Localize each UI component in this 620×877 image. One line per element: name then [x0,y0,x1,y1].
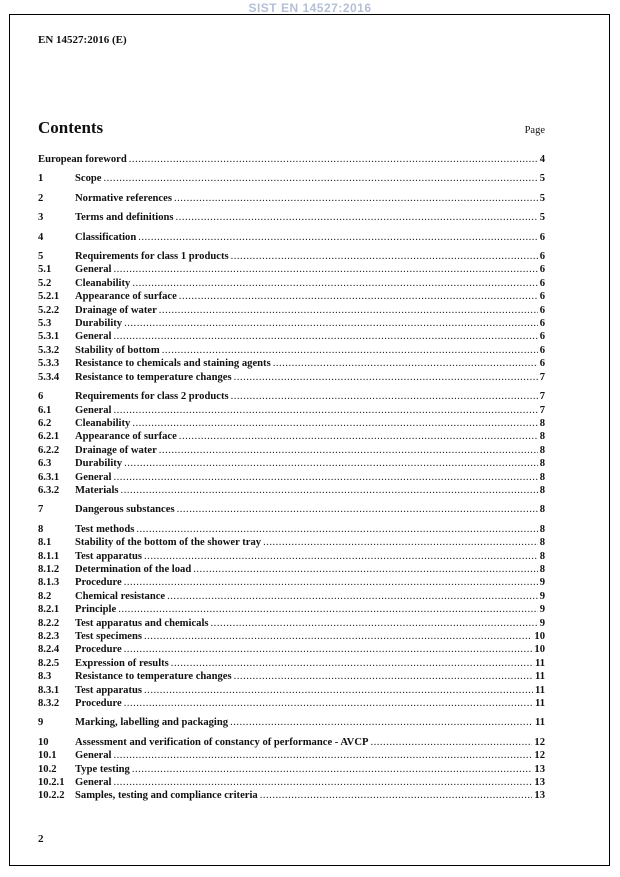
toc-dot-leader [260,789,533,802]
toc-entry-page: 8 [539,471,545,483]
toc-row [38,277,545,290]
toc-entry-number: 8.3 [38,671,52,683]
toc-row [38,444,545,457]
toc-entry-number: 5.1 [38,264,52,276]
toc-entry-number: 6.1 [38,404,52,416]
toc-entry-number: 8.2.1 [38,604,60,616]
toc-entry-title: Resistance to temperature changes [75,371,232,383]
toc-entry-page: 8 [539,431,545,443]
toc-dot-leader [273,357,538,370]
toc-dot-leader [113,263,537,276]
toc-entry-number: 10.2.1 [38,777,65,789]
toc-entry-page: 6 [539,331,545,343]
toc-entry-page: 11 [534,717,545,729]
toc-dot-leader [113,749,532,762]
toc-entry-title: General [75,471,112,483]
toc-entry-page: 11 [534,657,545,669]
toc-entry-title: Expression of results [75,657,169,669]
toc-dot-leader [177,503,538,516]
toc-entry-page: 13 [534,777,545,789]
toc-entry-page: 10 [534,631,545,642]
toc-row [38,590,545,603]
toc-dot-leader [113,471,537,484]
toc-entry-title: General [75,750,112,762]
toc-entry-number: 5.3.2 [38,344,60,356]
toc-entry-page: 7 [539,371,545,383]
toc-row [38,630,545,643]
toc-row [38,563,545,576]
toc-row [38,457,545,470]
toc-row [38,603,545,616]
toc-dot-leader [162,344,538,357]
toc-entry-title: Resistance to temperature changes [75,671,232,683]
toc-dot-leader [144,550,538,563]
toc-entry-number: 9 [38,717,44,729]
toc-row [38,670,545,683]
toc-entry-title: General [75,777,112,789]
toc-entry-page: 6 [539,231,545,243]
toc-row [38,304,545,317]
toc-dot-leader [211,617,538,630]
toc-entry-page: 6 [539,318,545,330]
toc-row [38,404,545,417]
toc-entry-number: 8.3.2 [38,698,60,710]
toc-row [38,657,545,670]
toc-entry-title: General [75,331,112,343]
toc-entry-number: 8.2.4 [38,644,60,656]
toc-dot-leader [132,763,533,776]
toc-row [38,153,545,166]
toc-entry-title: Stability of bottom [75,344,160,356]
toc-entry-page: 5 [539,212,545,224]
toc-entry-number: 8 [38,523,44,535]
toc-row [38,776,545,789]
toc-dot-leader [370,736,532,749]
toc-row [38,576,545,589]
toc-entry-number: 6.3 [38,458,52,470]
toc-dot-leader [159,304,538,317]
toc-entry-page: 5 [539,173,545,185]
toc-row [38,503,545,516]
toc-entry-number: 5.3.4 [38,371,60,383]
toc-entry-number: 6.2.2 [38,444,60,456]
toc-entry-number: 5.2.2 [38,304,60,316]
toc-entry-title: Dangerous substances [75,504,175,516]
toc-dot-leader [231,250,538,263]
toc-dot-leader [159,444,538,457]
toc-row [38,763,545,776]
toc-entry-number: 5.3 [38,318,52,330]
toc-entry-number: 6 [38,391,44,403]
toc-entry-title: Resistance to chemicals and staining agents [75,358,271,370]
toc-entry-title: Procedure [75,698,122,710]
toc-dot-leader [167,590,538,603]
toc-row [38,357,545,370]
toc-dot-leader [113,330,537,343]
toc-dot-leader [124,576,538,589]
toc-row [38,617,545,630]
toc-entry-title: General [75,264,112,276]
toc-dot-leader [176,211,538,224]
toc-entry-page: 9 [539,590,545,602]
toc-dot-leader [138,231,537,244]
toc-dot-leader [124,317,538,330]
toc-entry-number: 1 [38,173,44,185]
toc-entry-page: 9 [539,604,545,616]
toc-dot-leader [174,192,538,205]
toc-entry-title: Drainage of water [75,444,157,456]
toc-entry-page: 11 [534,671,545,683]
toc-entry-title: Test apparatus and chemicals [75,617,209,629]
toc-entry-title: Samples, testing and compliance criteria [75,790,258,802]
toc-entry-title: Requirements for class 2 products [75,391,229,403]
toc-entry-page: 6 [539,291,545,303]
toc-entry-page: 12 [534,750,545,762]
toc-entry-page: 8 [539,550,545,562]
toc-entry-number: 10.1 [38,750,57,762]
toc-row [38,344,545,357]
toc-row [38,749,545,762]
toc-entry-page: 4 [539,154,545,165]
toc-dot-leader [132,277,537,290]
page-column-label: Page [524,125,545,136]
toc-dot-leader [124,643,533,656]
toc-entry-page: 6 [539,277,545,289]
toc-row [38,471,545,484]
toc-entry-page: 8 [539,537,545,549]
toc-entry-number: 8.2.2 [38,617,60,629]
toc-dot-leader [124,697,533,710]
toc-entry-number: 8.1.2 [38,563,60,575]
toc-entry-number: 8.3.1 [38,684,60,696]
toc-dot-leader [234,670,533,683]
toc-dot-leader [263,536,538,549]
toc-entry-title: European foreword [38,154,127,165]
toc-entry-number: 4 [38,231,44,243]
toc-row [38,317,545,330]
contents-title: Contents [38,118,104,137]
toc-row [38,192,545,205]
toc-entry-page: 8 [539,444,545,456]
toc-entry-number: 8.1.1 [38,550,60,562]
toc-entry-title: Cleanability [75,277,131,289]
toc-entry-page: 5 [539,192,545,204]
toc-entry-page: 11 [534,684,545,696]
toc-entry-page: 9 [539,577,545,589]
toc-entry-page: 10 [534,644,545,656]
toc-entry-number: 5 [38,251,44,263]
toc-entry-title: Cleanability [75,417,131,429]
toc-entry-page: 8 [539,484,545,496]
toc-entry-page: 12 [534,736,545,748]
toc-entry-number: 6.2.1 [38,431,60,443]
toc-entry-number: 6.3.2 [38,484,60,496]
toc-entry-title: Principle [75,604,117,616]
toc-entry-page: 7 [539,391,545,403]
toc-row [38,250,545,263]
toc-entry-title: Durability [75,458,123,470]
toc-entry-number: 5.3.3 [38,358,60,370]
toc-entry-page: 8 [539,504,545,516]
toc-row [38,430,545,443]
toc-row [38,697,545,710]
watermark-text: SIST EN 14527:2016 [248,1,372,15]
toc-entry-page: 8 [539,523,545,535]
toc-entry-title: Appearance of surface [75,431,177,443]
toc-dot-leader [231,390,538,403]
toc-entry-title: Determination of the load [75,563,192,575]
toc-row [38,290,545,303]
toc-entry-title: Stability of the bottom of the shower tray [75,537,262,549]
toc-dot-leader [121,484,538,497]
toc-dot-leader [144,684,533,697]
toc-entry-title: Drainage of water [75,304,157,316]
toc-entry-page: 13 [534,763,545,775]
toc-dot-leader [132,417,537,430]
toc-entry-page: 6 [539,304,545,316]
toc-row [38,231,545,244]
toc-entry-title: Materials [75,484,119,496]
toc-row [38,417,545,430]
toc-entry-page: 8 [539,458,545,470]
toc-dot-leader [179,290,538,303]
toc-entry-title: Durability [75,318,123,330]
toc-row [38,371,545,384]
toc-row [38,263,545,276]
footer-page-number: 2 [38,833,44,845]
toc-dot-leader [193,563,537,576]
toc-entry-title: Scope [75,173,102,185]
toc-row [38,550,545,563]
toc-row [38,330,545,343]
toc-dot-leader [103,172,537,185]
toc-entry-page: 6 [539,344,545,356]
toc-entry-title: Procedure [75,577,122,589]
toc-entry-number: 8.1.3 [38,577,60,589]
toc-entry-page: 6 [539,251,545,263]
toc-entry-page: 9 [539,617,545,629]
toc-entry-title: Classification [75,231,137,243]
toc-row [38,523,545,536]
toc-entry-number: 7 [38,504,44,516]
document-reference: EN 14527:2016 (E) [38,34,127,46]
toc-entry-title: Chemical resistance [75,590,166,602]
toc-entry-title: Type testing [75,763,130,775]
toc-dot-leader [144,630,532,643]
toc-dot-leader [234,371,538,384]
toc-row [38,390,545,403]
toc-entry-title: Normative references [75,192,172,204]
toc-entry-page: 8 [539,563,545,575]
toc-list [38,153,545,803]
toc-entry-page: 13 [534,790,545,802]
toc-entry-number: 10.2 [38,763,57,775]
toc-entry-title: Test apparatus [75,684,143,696]
toc-entry-title: General [75,404,112,416]
toc-entry-title: Requirements for class 1 products [75,251,229,263]
toc-entry-page: 6 [539,264,545,276]
toc-dot-leader [113,404,537,417]
toc-entry-number: 3 [38,212,44,224]
toc-row [38,736,545,749]
toc-entry-title: Test methods [75,523,135,535]
contents-header [38,118,545,138]
toc-row [38,484,545,497]
toc-row [38,211,545,224]
toc-entry-number: 5.2 [38,277,52,289]
toc-dot-leader [179,430,538,443]
toc-entry-number: 8.2 [38,590,52,602]
toc-entry-number: 10 [38,736,49,748]
toc-dot-leader [171,657,533,670]
toc-entry-title: Assessment and verification of constancy of performance - AVCP [75,736,369,748]
toc-dot-leader [118,603,538,616]
toc-dot-leader [113,776,532,789]
toc-dot-leader [124,457,538,470]
toc-entry-title: Appearance of surface [75,291,177,303]
toc-entry-number: 6.3.1 [38,471,60,483]
toc-row [38,172,545,185]
toc-entry-page: 11 [534,698,545,710]
toc-entry-page: 7 [539,404,545,416]
toc-entry-number: 8.1 [38,537,52,549]
toc-entry-number: 6.2 [38,417,52,429]
toc-entry-page: 8 [539,417,545,429]
toc-entry-title: Procedure [75,644,122,656]
toc-dot-leader [136,523,537,536]
toc-row [38,716,545,729]
toc-entry-number: 8.2.3 [38,631,60,642]
toc-entry-number: 10.2.2 [38,790,65,802]
toc-row [38,643,545,656]
toc-entry-number: 8.2.5 [38,657,60,669]
toc-entry-number: 5.3.1 [38,331,60,343]
toc-row [38,536,545,549]
toc-entry-title: Test specimens [75,631,142,642]
toc-entry-number: 2 [38,192,44,204]
toc-entry-title: Marking, labelling and packaging [75,717,229,729]
toc-row [38,684,545,697]
toc-entry-title: Test apparatus [75,550,143,562]
toc-dot-leader [230,716,533,729]
toc-dot-leader [129,153,538,166]
toc-row [38,789,545,802]
toc-entry-number: 5.2.1 [38,291,60,303]
toc-entry-title: Terms and definitions [75,212,174,224]
toc-entry-page: 6 [539,358,545,370]
